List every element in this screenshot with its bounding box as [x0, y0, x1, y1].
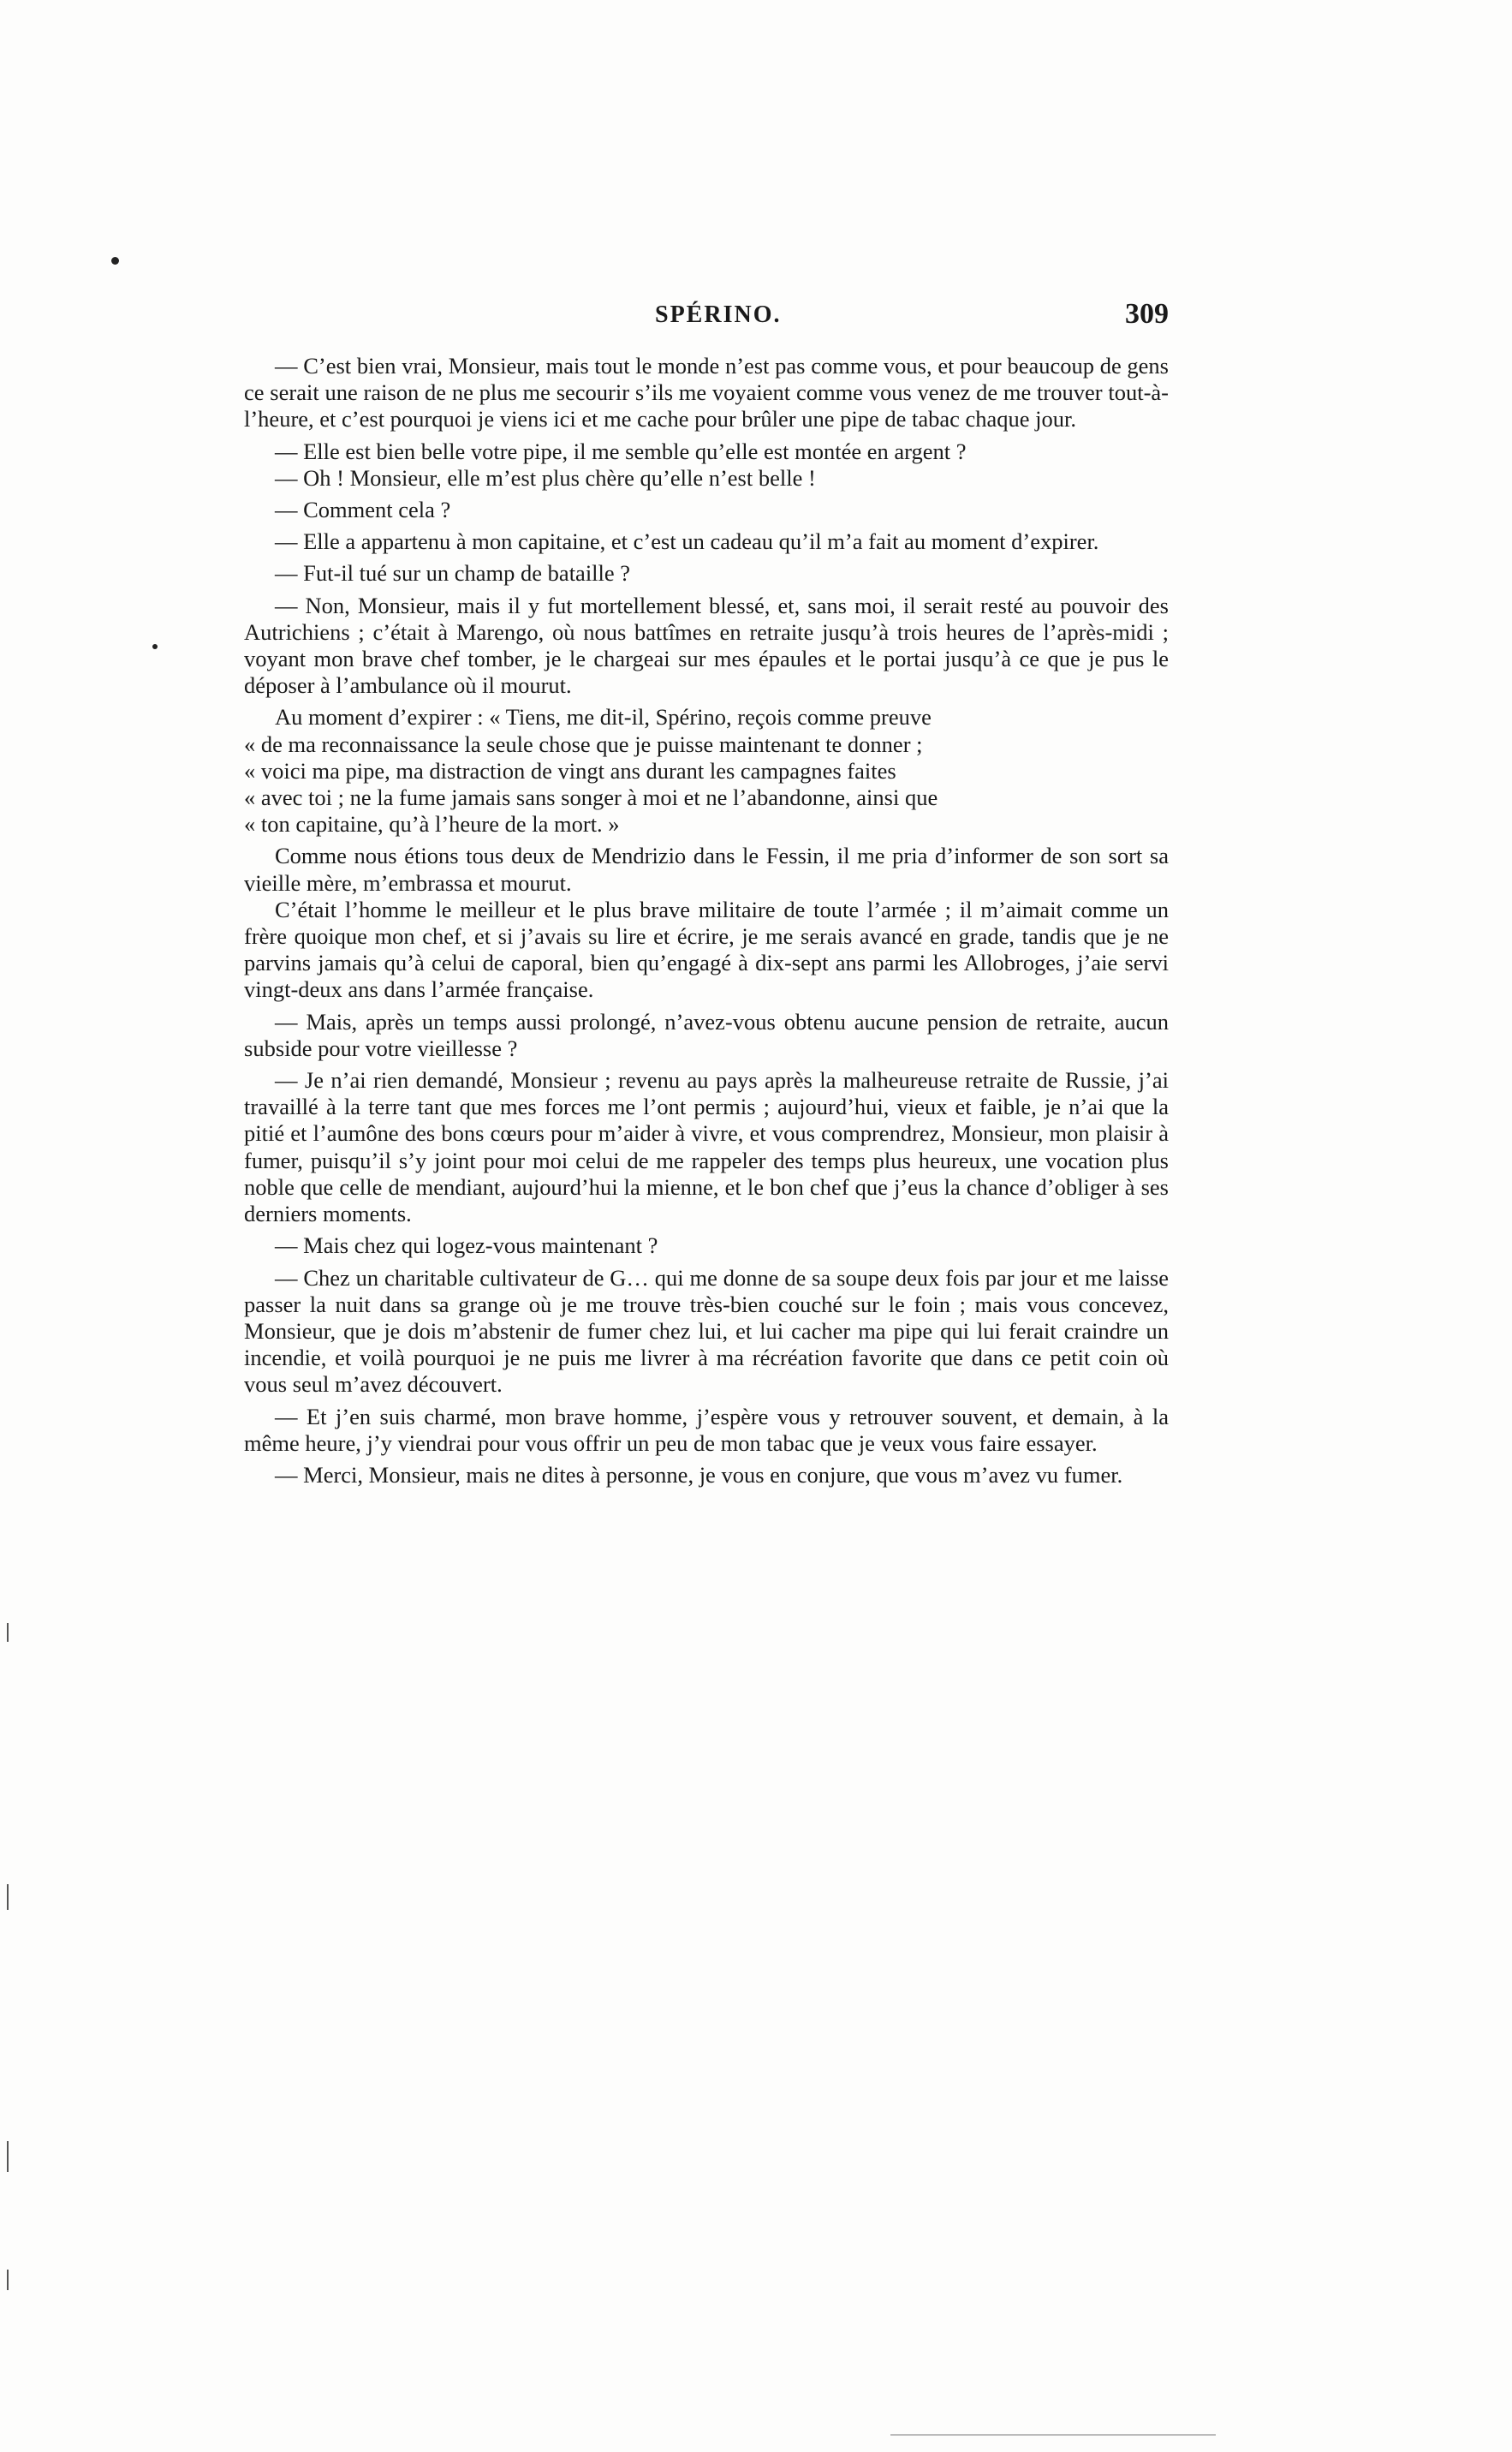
paragraph: — C’est bien vrai, Monsieur, mais tout le monde n’est pas comme vous, et pour beaucoup de gens ce serait une raison de ne plus me secourir s’ils me voyaient comme vous venez de me trouver tout-à-l’heure, et c’est pourquoi je viens ici et me cache pour brûler une pipe de tabac chaque jour.	[244, 353, 1169, 433]
paragraph: — Oh ! Monsieur, elle m’est plus chère qu’elle n’est belle !	[275, 464, 816, 491]
running-title: SPÉRINO.	[655, 301, 782, 328]
paragraph: — Mais, après un temps aussi prolongé, n’avez-vous obtenu aucune pension de retraite, aucun subside pour votre vieillesse ?	[244, 1008, 1169, 1061]
paragraph: — Elle est bien belle votre pipe, il me semble qu’elle est montée en argent ?	[275, 438, 967, 464]
scan-speck	[152, 644, 158, 649]
running-head	[244, 298, 1169, 339]
page-number: 309	[1125, 298, 1169, 330]
scan-mark	[7, 2270, 9, 2290]
paragraph: — Elle a appartenu à mon capitaine, et c’est un cadeau qu’il m’a fait au moment d’expirer.	[275, 528, 1099, 555]
scan-mark	[7, 1623, 9, 1642]
quote-line: « ton capitaine, qu’à l’heure de la mort. »	[244, 811, 620, 838]
paragraph: — Non, Monsieur, mais il y fut mortellement blessé, et, sans moi, il serait resté au pouvoir des Autrichiens ; c’était à Marengo, où nous battîmes en retraite jusqu’à trois heures de l’après-midi ; voyant mon brave chef tomber, je le chargeai sur mes épaules et le portai jusqu’à ce que je pus le déposer à l’ambulance où il mourut.	[244, 592, 1169, 699]
quote-line: Au moment d’expirer : « Tiens, me dit-il, Spérino, reçois comme preuve	[275, 704, 932, 731]
scan-mark	[7, 2141, 9, 2172]
paragraph: — Mais chez qui logez-vous maintenant ?	[275, 1232, 658, 1259]
quote-line: « avec toi ; ne la fume jamais sans songer à moi et ne l’abandonne, ainsi que	[244, 785, 938, 811]
scan-mark	[890, 2434, 1216, 2436]
paragraph: — Fut-il tué sur un champ de bataille ?	[275, 560, 631, 587]
paragraph: — Comment cela ?	[275, 497, 451, 523]
quote-line: « de ma reconnaissance la seule chose que je puisse maintenant te donner ;	[244, 731, 923, 757]
paragraph: Comme nous étions tous deux de Mendrizio dans le Fessin, il me pria d’informer de son sort sa vieille mère, m’embrassa et mourut.	[244, 843, 1169, 896]
paragraph: C’était l’homme le meilleur et le plus brave militaire de toute l’armée ; il m’aimait comme un frère quoique mon chef, et si j’avais su lire et écrire, je me serais avancé en grade, tandis que je ne parvins jamais qu’à celui de caporal, bien qu’engagé à dix-sept ans parmi les Allobroges, j’aie servi vingt-deux ans dans l’armée française.	[244, 896, 1169, 1003]
scan-speck	[111, 257, 119, 265]
scan-mark	[7, 1884, 9, 1910]
paragraph: — Chez un charitable cultivateur de G… qui me donne de sa soupe deux fois par jour et me laisse passer la nuit dans sa grange où je me trouve très-bien couché sur le foin ; mais vous concevez, Monsieur, que je dois m’abstenir de fumer chez lui, et lui cacher ma pipe qui lui ferait craindre un incendie, et voilà pourquoi je ne puis me livrer à ma récréation favorite que dans ce petit coin où vous seul m’avez découvert.	[244, 1264, 1169, 1398]
body-text	[244, 353, 1169, 1494]
paragraph: — Et j’en suis charmé, mon brave homme, j’espère vous y retrouver souvent, et demain, à la même heure, j’y viendrai pour vous offrir un peu de mon tabac que je veux vous faire essayer.	[244, 1403, 1169, 1456]
quote-line: « voici ma pipe, ma distraction de vingt ans durant les campagnes faites	[244, 757, 896, 784]
paragraph: — Je n’ai rien demandé, Monsieur ; revenu au pays après la malheureuse retraite de Russie, j’ai travaillé à la terre tant que mes forces me l’ont permis ; aujourd’hui, vieux et faible, je n’ai que la pitié et l’aumône des bons cœurs pour m’aider à vivre, et vous comprendrez, Monsieur, mon plaisir à fumer, puisqu’il s’y joint pour moi celui de me rappeler des temps plus heureux, une vocation plus noble que celle de mendiant, aujourd’hui la mienne, et le bon chef que j’eus la chance d’obliger à ses derniers moments.	[244, 1067, 1169, 1227]
paragraph: — Merci, Monsieur, mais ne dites à personne, je vous en conjure, que vous m’avez vu fumer.	[275, 1461, 1123, 1488]
